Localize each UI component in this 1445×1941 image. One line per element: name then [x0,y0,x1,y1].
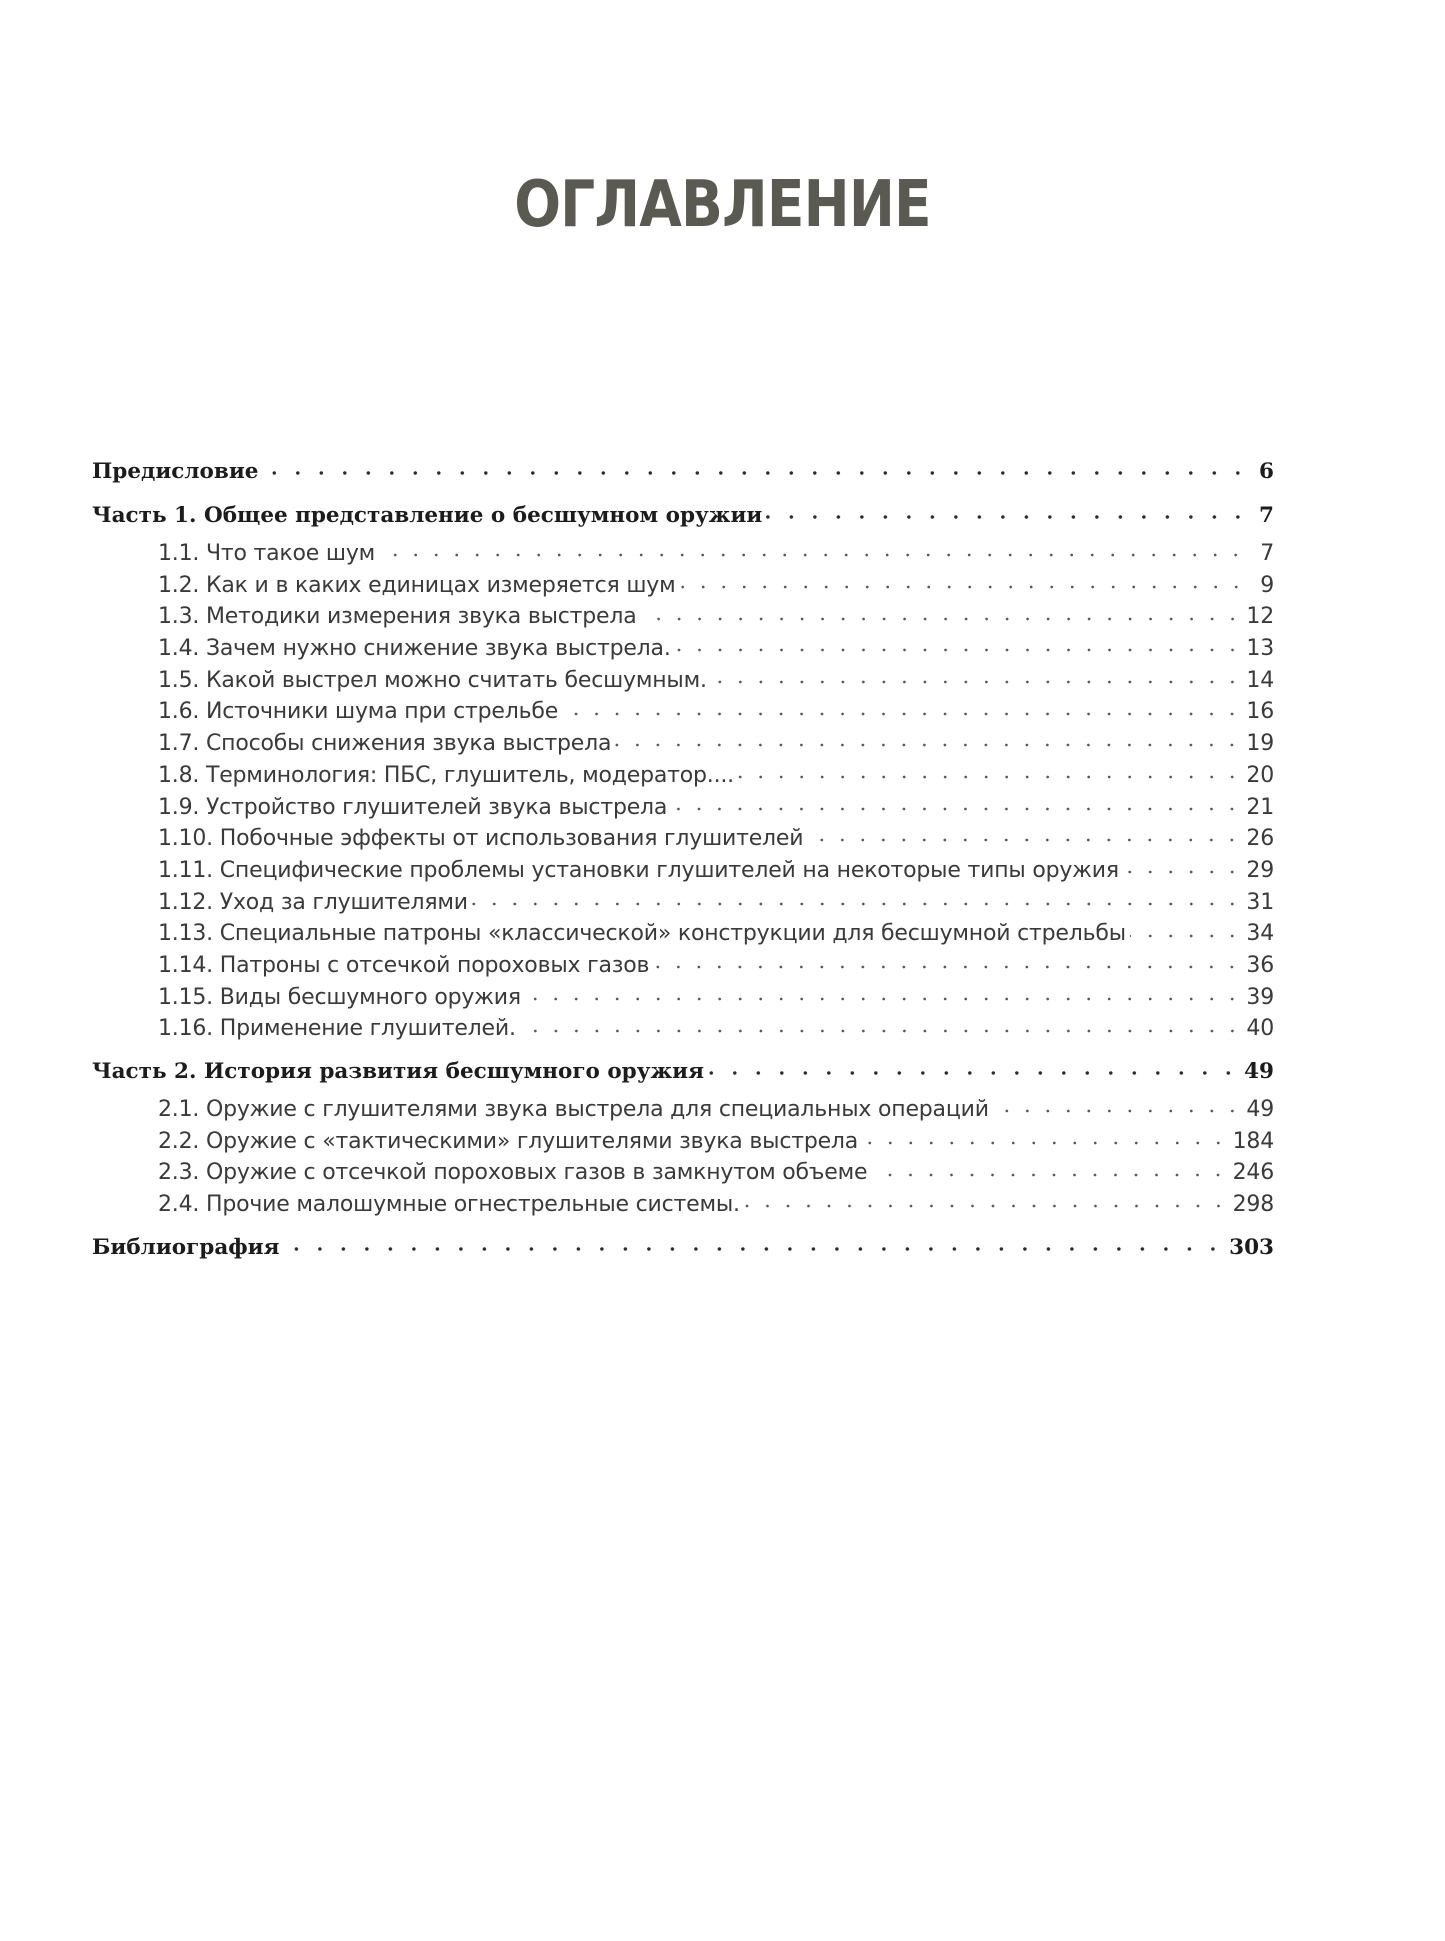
toc-subentry[interactable] [92,1157,1274,1189]
dot-leader [744,1189,1229,1211]
dot-leader [262,457,1250,479]
toc-subentry-label: 1.1. Что такое шум [158,541,376,566]
toc-entry-part2[interactable] [92,1050,1274,1094]
toc-subentry[interactable] [92,982,1274,1014]
dot-leader [993,1094,1243,1116]
toc-subentry-page: 21 [1246,794,1274,820]
dot-leader [1123,855,1242,877]
toc-subentry-page: 31 [1246,889,1274,915]
toc-subentry[interactable] [92,760,1274,792]
toc-subentry-label: 1.6. Источники шума при стрельбе [158,699,559,725]
dot-leader [871,1157,1228,1179]
toc-entry-page: 303 [1229,1234,1274,1260]
toc-subentry-page: 20 [1246,762,1274,788]
toc-subentry-label: 2.1. Оружие с глушителями звука выстрела для специальных операций [158,1097,989,1122]
toc-subentry-page: 14 [1246,667,1274,693]
toc-entry-label: Часть 2. История развития бесшумного оружия [92,1059,705,1084]
dot-leader [807,823,1242,845]
toc-subentry[interactable] [92,1094,1274,1126]
dot-leader [766,501,1250,523]
dot-leader [562,696,1242,718]
toc-subentry-page: 16 [1246,699,1274,725]
toc-subentry-page: 9 [1260,572,1274,598]
dot-leader [671,792,1242,814]
dot-leader [711,665,1243,687]
dot-leader [379,538,1246,560]
toc-subentry-label: 1.11. Специфические проблемы установки глушителей на некоторые типы оружия [158,857,1119,883]
dot-leader [675,633,1243,655]
toc-subentry[interactable] [92,950,1274,982]
part2-subsections [92,1094,1274,1221]
page-title: ОГЛАВЛЕНИЕ [514,168,931,242]
toc-subentry[interactable] [92,1189,1274,1221]
toc-subentry[interactable] [92,823,1274,855]
toc-entry-bibliography[interactable] [92,1226,1274,1270]
toc-subentry[interactable] [92,601,1274,633]
dot-leader [615,728,1242,750]
toc-subentry-page: 26 [1246,826,1274,852]
toc-subentry-label: 1.7. Способы снижения звука выстрела [158,731,612,757]
toc-subentry[interactable] [92,887,1274,919]
dot-leader [653,950,1242,972]
part1-subsections [92,538,1274,1045]
toc-entry-page: 7 [1259,503,1274,528]
toc-subentry-page: 184 [1232,1128,1274,1154]
dot-leader [862,1126,1229,1148]
toc-subentry-label: 1.13. Специальные патроны «классической» конструкции для бесшумной стрельбы [158,921,1126,947]
toc-entry-part1[interactable] [92,494,1274,538]
toc-subentry-label: 1.8. Терминология: ПБС, глушитель, модератор.... [158,762,734,788]
dot-leader [641,601,1243,623]
toc-subentry-label: 1.3. Методики измерения звука выстрела [158,604,637,630]
toc-entry-page: 6 [1259,459,1274,484]
toc-subentry[interactable] [92,633,1274,665]
toc-subentry-label: 1.14. Патроны с отсечкой пороховых газов [158,952,650,978]
toc-subentry-page: 49 [1246,1097,1274,1122]
dot-leader [708,1057,1240,1079]
toc-subentry-label: 1.9. Устройство глушителей звука выстрела [158,794,668,820]
toc-entry-label: Предисловие [92,459,259,484]
toc-subentry-label: 1.12. Уход за глушителями [158,889,468,915]
toc-subentry-page: 40 [1246,1016,1274,1042]
table-of-contents [92,450,1274,1270]
toc-subentry[interactable] [92,918,1274,950]
toc-subentry-label: 1.15. Виды бесшумного оружия [158,984,521,1010]
dot-leader [283,1232,1225,1254]
toc-subentry-label: 2.3. Оружие с отсечкой пороховых газов в замкнутом объеме [158,1160,868,1186]
toc-subentry-label: 1.2. Как и в каких единицах измеряется шум [158,572,676,598]
toc-subentry-label: 2.4. Прочие малошумные огнестрельные системы. [158,1192,740,1218]
toc-subentry-page: 246 [1232,1160,1274,1186]
toc-subentry[interactable] [92,696,1274,728]
toc-subentry-label: 2.2. Оружие с «тактическими» глушителями звука выстрела [158,1128,859,1154]
toc-entry-page: 49 [1244,1059,1274,1084]
dot-leader [472,887,1243,909]
toc-subentry[interactable] [92,792,1274,824]
toc-subentry-page: 19 [1246,731,1274,757]
toc-entry-label: Часть 1. Общее представление о бесшумном оружии [92,503,763,528]
toc-subentry-label: 1.5. Какой выстрел можно считать бесшумным. [158,667,707,693]
toc-subentry-page: 29 [1246,857,1274,883]
toc-subentry-page: 13 [1246,636,1274,662]
toc-subentry-page: 34 [1246,921,1274,947]
toc-subentry[interactable] [92,1126,1274,1158]
toc-subentry-label: 1.16. Применение глушителей. [158,1016,516,1042]
dot-leader [520,1013,1243,1035]
toc-subentry[interactable] [92,855,1274,887]
toc-subentry-page: 298 [1232,1192,1274,1218]
toc-subentry[interactable] [92,728,1274,760]
toc-subentry-label: 1.4. Зачем нужно снижение звука выстрела. [158,636,671,662]
toc-subentry[interactable] [92,665,1274,697]
toc-entry-label: Библиография [92,1234,280,1260]
toc-subentry-label: 1.10. Побочные эффекты от использования глушителей [158,826,804,852]
dot-leader [525,982,1242,1004]
toc-subentry[interactable] [92,538,1274,570]
toc-subentry-page: 39 [1246,984,1274,1010]
dot-leader [680,570,1246,592]
toc-subentry-page: 12 [1246,604,1274,630]
dot-leader [738,760,1242,782]
toc-subentry-page: 7 [1260,541,1274,566]
toc-subentry[interactable] [92,1013,1274,1045]
toc-entry-preface[interactable] [92,450,1274,494]
toc-subentry[interactable] [92,570,1274,602]
toc-subentry-page: 36 [1246,952,1274,978]
dot-leader [1130,918,1242,940]
